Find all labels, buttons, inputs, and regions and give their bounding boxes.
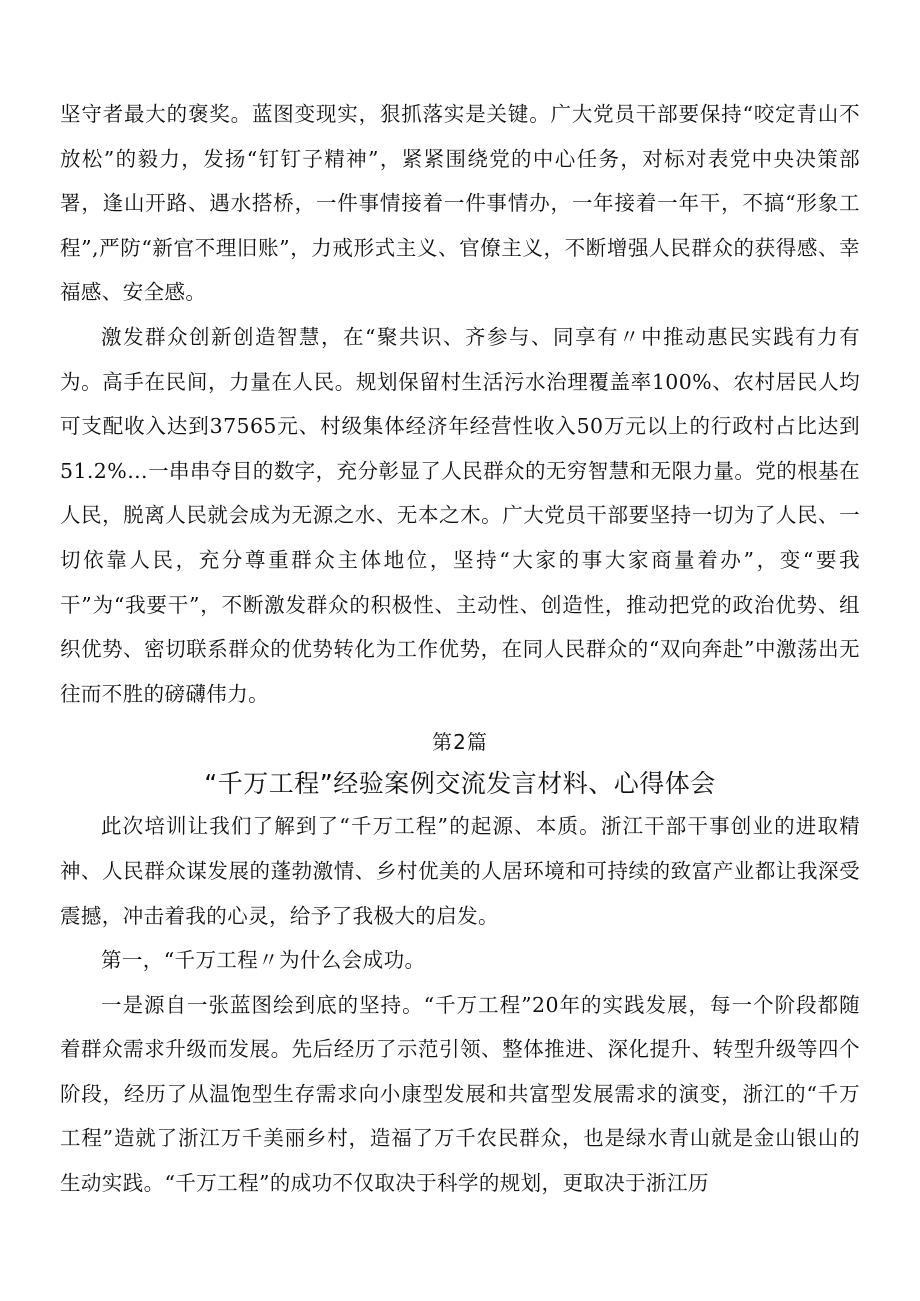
- body-paragraph: 坚守者最大的褒奖。蓝图变现实，狠抓落实是关键。广大党员干部要保持“咬定青山不放松”的毅力，发扬“钉钉子精神”，紧紧围绕党的中心任务，对标对表党中央决策部署，逢山开路、遇水搭桥，一件事情接着一件事情办，一年接着一年干，不搞“形象工程”,严防“新官不理旧账”，力戒形式主义、官僚主义，不断增强人民群众的获得感、幸福感、安全感。: [60, 102, 860, 305]
- section-title: “千万工程”经验案例交流发言材料、心得体会: [204, 769, 716, 799]
- body-paragraph: 此次培训让我们了解到了“千万工程”的起源、本质。浙江干部干事创业的进取精神、人民群众谋发展的蓬勃激情、乡村优美的人居环境和可持续的致富产业都让我深受震撼，冲击着我的心灵，给予了我极大的启发。: [60, 814, 860, 928]
- section-number: 第2篇: [432, 730, 488, 755]
- body-paragraph: 激发群众创新创造智慧，在“聚共识、齐参与、同享有〃中推动惠民实践有力有为。高手在民间，力量在人民。规划保留村生活污水治理覆盖率100%、农村居民人均可支配收入达到37565元、村级集体经济年经营性收入50万元以上的行政村占比达到51.2%…一串串夺目的数字，充分彰显了人民群众的无穷智慧和无限力量。党的根基在人民，脱离人民就会成为无源之水、无本之木。广大党员干部要坚持一切为了人民、一切依靠人民，充分尊重群众主体地位，坚持“大家的事大家商量着办”，变“要我干”为“我要干”，不断激发群众的积极性、主动性、创造性，推动把党的政治优势、组织优势、密切联系群众的优势转化为工作优势，在同人民群众的“双向奔赴”中激荡出无往而不胜的磅礴伟力。: [60, 324, 860, 706]
- body-paragraph: 一是源自一张蓝图绘到底的坚持。“千万工程”20年的实践发展，每一个阶段都随着群众需求升级而发展。先后经历了示范引领、整体推进、深化提升、转型升级等四个阶段，经历了从温饱型生存需求向小康型发展和共富型发展需求的演变，浙江的“千万工程”造就了浙江万千美丽乡村，造福了万千农民群众，也是绿水青山就是金山银山的生动实践。“千万工程”的成功不仅取决于科学的规划，更取决于浙江历: [60, 992, 860, 1196]
- body-paragraph: 第一，“千万工程〃为什么会成功。: [101, 948, 426, 973]
